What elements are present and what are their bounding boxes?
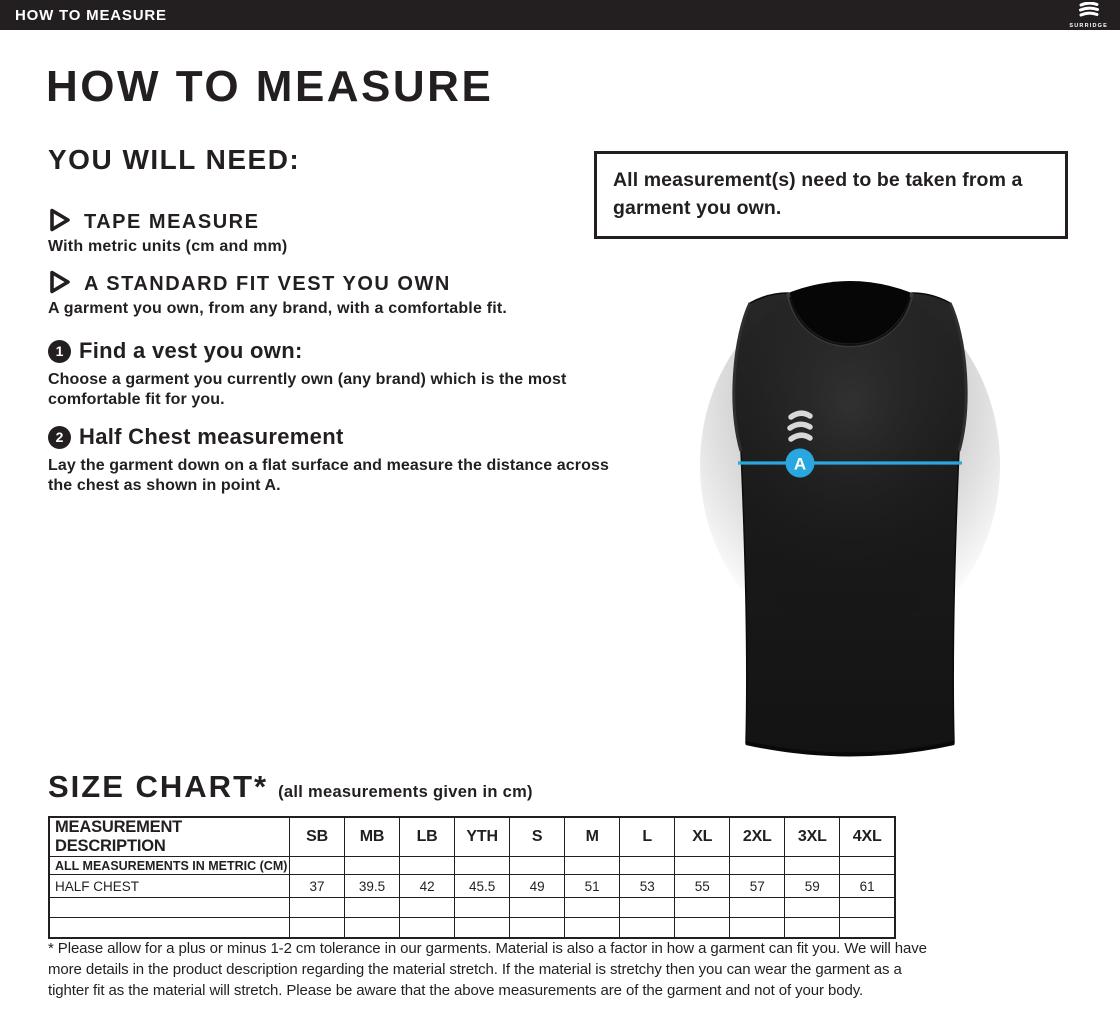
size-chart-row-label [49,898,290,918]
size-chart-cell [785,898,840,918]
size-chart-cell [400,898,455,918]
tolerance-disclaimer [48,938,968,1001]
size-chart-head-row [49,817,895,857]
size-chart-table [48,816,896,939]
step-2-number-badge: 2 [48,426,71,449]
size-chart-cell [455,918,510,939]
size-chart-header-size: XL [675,817,730,857]
size-chart-header-size: MB [345,817,400,857]
size-chart-cell [455,898,510,918]
disclaimer-line: tighter fit as the material will stretch. Please be aware that the above measurements are of the garment and not of your body. [48,982,864,999]
size-chart-body [49,857,895,939]
triangle-bullet-icon [48,270,72,299]
disclaimer-line: * Please allow for a plus or minus 1-2 cm tolerance in our garments. Material is also a factor in how a garment can fit you. We will have [48,940,927,957]
size-chart-cell [565,918,620,939]
surridge-logo [1069,2,1120,29]
size-chart-cell [675,857,730,875]
size-chart-cell: 59 [785,875,840,898]
size-chart-cell [565,898,620,918]
size-chart-cell: 45.5 [455,875,510,898]
size-chart-cell [620,918,675,939]
size-chart-cell [620,857,675,875]
step-1-number-badge: 1 [48,340,71,363]
size-chart-cell: 39.5 [345,875,400,898]
size-chart-cell: 51 [565,875,620,898]
step-1-description: Choose a garment you currently own (any brand) which is the most comfortable fit for you. [48,371,567,409]
size-chart-cell [785,857,840,875]
size-chart-cell [840,857,895,875]
size-chart-title: SIZE CHART* [48,769,269,804]
step-2-header [48,424,613,450]
size-chart-cell [840,918,895,939]
requirement-tape-measure [48,208,287,237]
size-chart-cell [675,898,730,918]
surridge-s-icon [1077,2,1101,22]
size-chart-subtitle: (all measurements given in cm) [278,783,533,801]
size-chart-header-size: YTH [455,817,510,857]
point-a-label: A [793,454,807,474]
size-chart-cell [675,918,730,939]
size-chart-row [49,875,895,898]
size-chart-header-size: M [565,817,620,857]
size-chart-cell [290,898,345,918]
size-chart-cell [840,898,895,918]
size-chart-cell [730,898,785,918]
size-chart-cell [620,898,675,918]
requirement-subtitle: With metric units (cm and mm) [48,238,288,255]
step-1-title: Find a vest you own: [79,338,303,363]
surridge-wordmark: SURRIDGE [1069,22,1108,29]
size-chart-row [49,857,895,875]
size-chart-row-label: HALF CHEST [49,875,290,898]
size-chart-cell: 53 [620,875,675,898]
you-will-need-heading: YOU WILL NEED: [48,144,301,175]
size-chart-cell [510,898,565,918]
size-chart-cell: 55 [675,875,730,898]
size-chart-header-size: S [510,817,565,857]
measurement-note-text: All measurement(s) need to be taken from a garment you own. [613,169,1023,219]
size-chart-cell [730,918,785,939]
requirement-title: TAPE MEASURE [84,211,260,233]
top-bar [0,0,1120,30]
requirement-standard-fit-vest [48,270,507,299]
size-chart-cell [730,857,785,875]
size-chart-cell [400,918,455,939]
size-chart-cell [785,918,840,939]
vest-diagram [690,265,1010,785]
size-chart-cell: 42 [400,875,455,898]
size-chart-row [49,898,895,918]
size-chart-cell: 57 [730,875,785,898]
size-chart-cell [345,918,400,939]
size-chart-header-size: 2XL [730,817,785,857]
size-chart-header-size: 3XL [785,817,840,857]
size-chart-header-size: SB [290,817,345,857]
triangle-bullet-icon [48,208,72,237]
size-chart-header-size: 4XL [840,817,895,857]
size-chart-cell [345,857,400,875]
step-2-title: Half Chest measurement [79,424,344,449]
requirement-subtitle: A garment you own, from any brand, with a comfortable fit. [48,300,508,317]
size-chart-cell: 61 [840,875,895,898]
step-2-description: Lay the garment down on a flat surface and measure the distance across the chest as shown in point A. [48,457,609,495]
size-chart-cell [565,857,620,875]
size-chart-cell [455,857,510,875]
disclaimer-line: more details in the product description regarding the material stretch. If the material is stretchy then you can wear the garment as a [48,961,902,978]
size-chart-row-label: ALL MEASUREMENTS IN METRIC (CM) [49,857,290,875]
measurement-note-box [594,151,1068,239]
size-chart-cell [400,857,455,875]
step-1-header [48,338,613,364]
size-chart-header-size: L [620,817,675,857]
size-chart-heading [48,769,533,805]
requirement-title: A STANDARD FIT VEST YOU OWN [84,273,451,295]
size-chart-cell [290,918,345,939]
size-chart-row-label [49,918,290,939]
size-chart-cell: 37 [290,875,345,898]
size-chart-cell [510,857,565,875]
size-chart-row [49,918,895,939]
size-chart-header-description: MEASUREMENT DESCRIPTION [49,817,290,857]
size-chart-cell [345,898,400,918]
size-chart-cell [290,857,345,875]
size-chart-cell [510,918,565,939]
size-chart-header-size: LB [400,817,455,857]
page-title: HOW TO MEASURE [46,62,494,111]
top-bar-title: HOW TO MEASURE [15,6,167,24]
size-chart-cell: 49 [510,875,565,898]
